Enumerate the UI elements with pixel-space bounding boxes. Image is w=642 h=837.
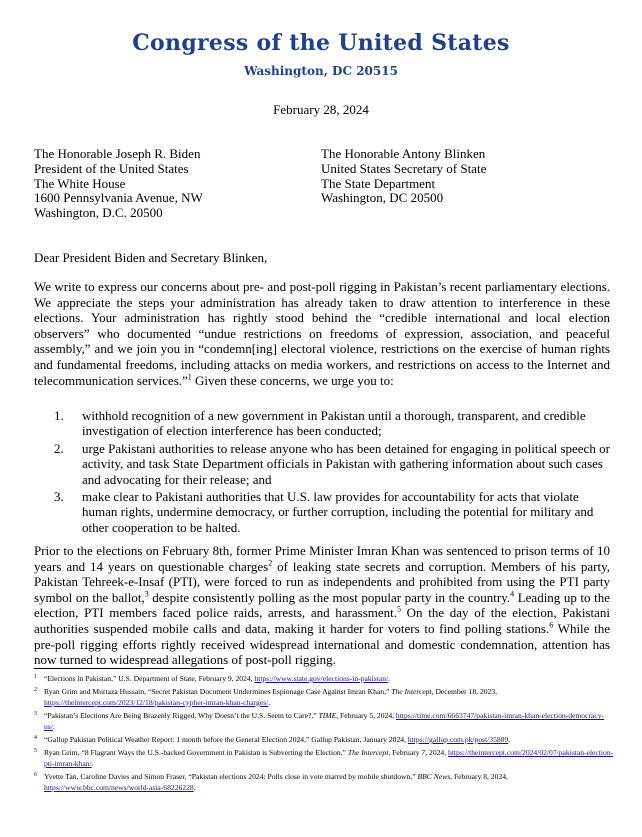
footnote-source: BBC News [417, 772, 451, 782]
footnote-text: “Pakistan’s Elections Are Being Brazenly Rigged. Why Doesn’t the U.S. Seem to Care?,” [44, 711, 319, 721]
paragraph-text: despite consistently polling as the most popular party in the country. [148, 589, 511, 605]
footnote-text: , December 18, 2023, [431, 687, 498, 697]
footnote-link[interactable]: https://theintercept.com/2023/12/18/pakistan-cypher-imran-khan-charges/ [44, 697, 269, 707]
list-text: withhold recognition of a new government in Pakistan until a thorough, transparent, and credible investigation of election interference has been conducted; [82, 408, 586, 439]
footnote-text: “Elections in Pakistan,” U.S. Department of State, February 9, 2024, [44, 674, 255, 683]
footnote-number: 6 [34, 772, 37, 779]
requests-list [34, 408, 610, 537]
footnote [34, 687, 614, 708]
paragraph-text: We write to express our concerns about pre- and post-poll rigging in Pakistan’s recent parliamentary elections. We appreciate the steps your administration has already taken to draw attention to interference in these elections. Your administration has rightly stood behind the “credible international and local election observers” who documented “undue restrictions on freedoms of expression, association, and peaceful assembly,” and we join you in “condemn[ing] electoral violence, restrictions on the exercise of human rights and fundamental freedoms, including attacks on media workers, and restrictions on access to the Internet and telecommunication services.” [34, 279, 610, 388]
list-number: 1. [54, 408, 64, 423]
footnote-text: , February 5, 2024, [336, 711, 396, 721]
footnote-ref[interactable]: 2 [268, 558, 273, 568]
footnote-text: . [508, 735, 511, 745]
address-line: United States Secretary of State [321, 160, 487, 176]
list-number: 2. [54, 440, 64, 456]
paragraph-text: On the day of the election, Pakistani authorities suspended mobile calls and data, making it harder for voters to find polling stations. [34, 605, 610, 636]
footnote-ref[interactable]: 5 [397, 605, 401, 615]
letterhead-subtitle: Washington, DC 20515 [244, 64, 398, 78]
paragraph-text: While the pre-poll rigging efforts rightly received widespread international and domestic condemnation, attention has now turned to widespread allegations of post-poll rigging. [34, 620, 610, 668]
list-text: urge Pakistani authorities to release anyone who has been detained for engaging in political speech or activity, and task State Department officials in Pakistan with gathering information about such cases and advocating for their release; and [82, 440, 610, 487]
paragraph-text: of leaking state secrets and corruption. Members of his party, Pakistan Tehreek-e-Insaf (PTI), were forced to run as independents and prohibited from using the PTI party symbol on the ballot, [34, 558, 610, 605]
list-item [34, 408, 610, 439]
list-item [34, 489, 610, 535]
footnote-text: Ryan Grim and Murtaza Hussain, “Secret Pakistan Document Undermines Espionage Case Against Imran Khan,” [44, 687, 392, 697]
footnote-number: 5 [34, 748, 37, 755]
footnote [34, 748, 614, 769]
letterhead-title: Congress of the United States [132, 30, 510, 56]
address-line: 1600 Pennsylvania Avenue, NW [34, 190, 203, 206]
list-item [34, 441, 610, 487]
footnote [34, 735, 614, 745]
addressee-biden [34, 147, 203, 221]
footnote-number: 3 [34, 711, 37, 718]
footnote-text: . [193, 782, 196, 792]
footnote-ref[interactable]: 3 [144, 589, 149, 599]
paragraph-concerns [34, 279, 610, 388]
footnote-ref[interactable]: 4 [510, 589, 515, 599]
footnote-text: Yvette Tan, Caroline Davies and Simon Fraser, “Pakistan elections 2024: Polls close in vote marred by mobile shutdown,” [44, 772, 418, 782]
footnote-number: 4 [34, 735, 37, 742]
paragraph-background [34, 543, 610, 668]
address-line: President of the United States [34, 160, 189, 176]
list-number: 3. [54, 489, 64, 505]
addressee-blinken [321, 147, 486, 206]
footnote-number: 2 [34, 687, 37, 694]
footnote-text: . [268, 697, 271, 707]
footnote-text: . [388, 674, 391, 683]
footnote [34, 674, 614, 684]
address-line: The Honorable Joseph R. Biden [34, 146, 201, 161]
address-line: The White House [34, 175, 126, 191]
paragraph-text: Prior to the elections on February 8th, former Prime Minister Imran Khan was sentenced to prison terms of 10 years and 14 years on questionable charges [34, 543, 610, 574]
footnote-text: , February 8, 2024, [450, 772, 508, 782]
letter-date: February 28, 2024 [273, 102, 369, 117]
footnote-ref[interactable]: 6 [549, 620, 554, 630]
footnote-divider [34, 668, 224, 669]
footnote-link[interactable]: https://www.bbc.com/news/world-asia-68226228 [44, 782, 194, 792]
address-line: The State Department [321, 175, 436, 191]
footnotes [34, 674, 614, 796]
address-line: The Honorable Antony Blinken [321, 146, 486, 161]
footnote-text: . [91, 758, 94, 768]
footnote-link[interactable]: https://gallup.com.pk/post/35889 [407, 735, 509, 745]
list-text: make clear to Pakistani authorities that U.S. law provides for accountability for acts that violate human rights, undermine democracy, or further corruption, including the potential for military and other cooperation to be halted. [82, 489, 594, 535]
footnote-ref[interactable]: 1 [187, 372, 192, 382]
paragraph-text: Leading up to the election, PTI members faced police raids, arrests, and harassment. [34, 589, 610, 621]
paragraph-text: Given these concerns, we urge you to: [191, 372, 394, 388]
footnote-source: The Intercept [347, 748, 389, 758]
footnote-text: “Gallup Pakistan Political Weather Report: 1 month before the General Election 2024,” Gallup Pakistan, January 2024, [44, 735, 408, 745]
footnote-source: TIME [318, 711, 337, 721]
footnote-source: The Intercept [391, 687, 432, 697]
address-line: Washington, D.C. 20500 [34, 205, 163, 221]
footnote [34, 772, 614, 793]
footnote-text: Ryan Grim, “8 Flagrant Ways the U.S.-backed Government in Pakistan is Subverting the Election,” [44, 748, 348, 758]
footnote-number: 1 [34, 674, 37, 680]
footnote-link[interactable]: https://time.com/6663747/pakistan-imran-khan-election-democracy-us/ [44, 711, 605, 731]
address-line: Washington, DC 20500 [321, 190, 444, 206]
footnote [34, 711, 614, 732]
footnote-link[interactable]: https://theintercept.com/2024/02/07/pakistan-election-pti-imran-khan/ [44, 748, 614, 768]
footnote-text: , February 7, 2024, [388, 748, 449, 758]
salutation: Dear President Biden and Secretary Blinken, [34, 250, 268, 265]
footnote-link[interactable]: https://www.state.gov/elections-in-pakistan/ [254, 674, 389, 683]
footnote-text: . [52, 721, 55, 731]
